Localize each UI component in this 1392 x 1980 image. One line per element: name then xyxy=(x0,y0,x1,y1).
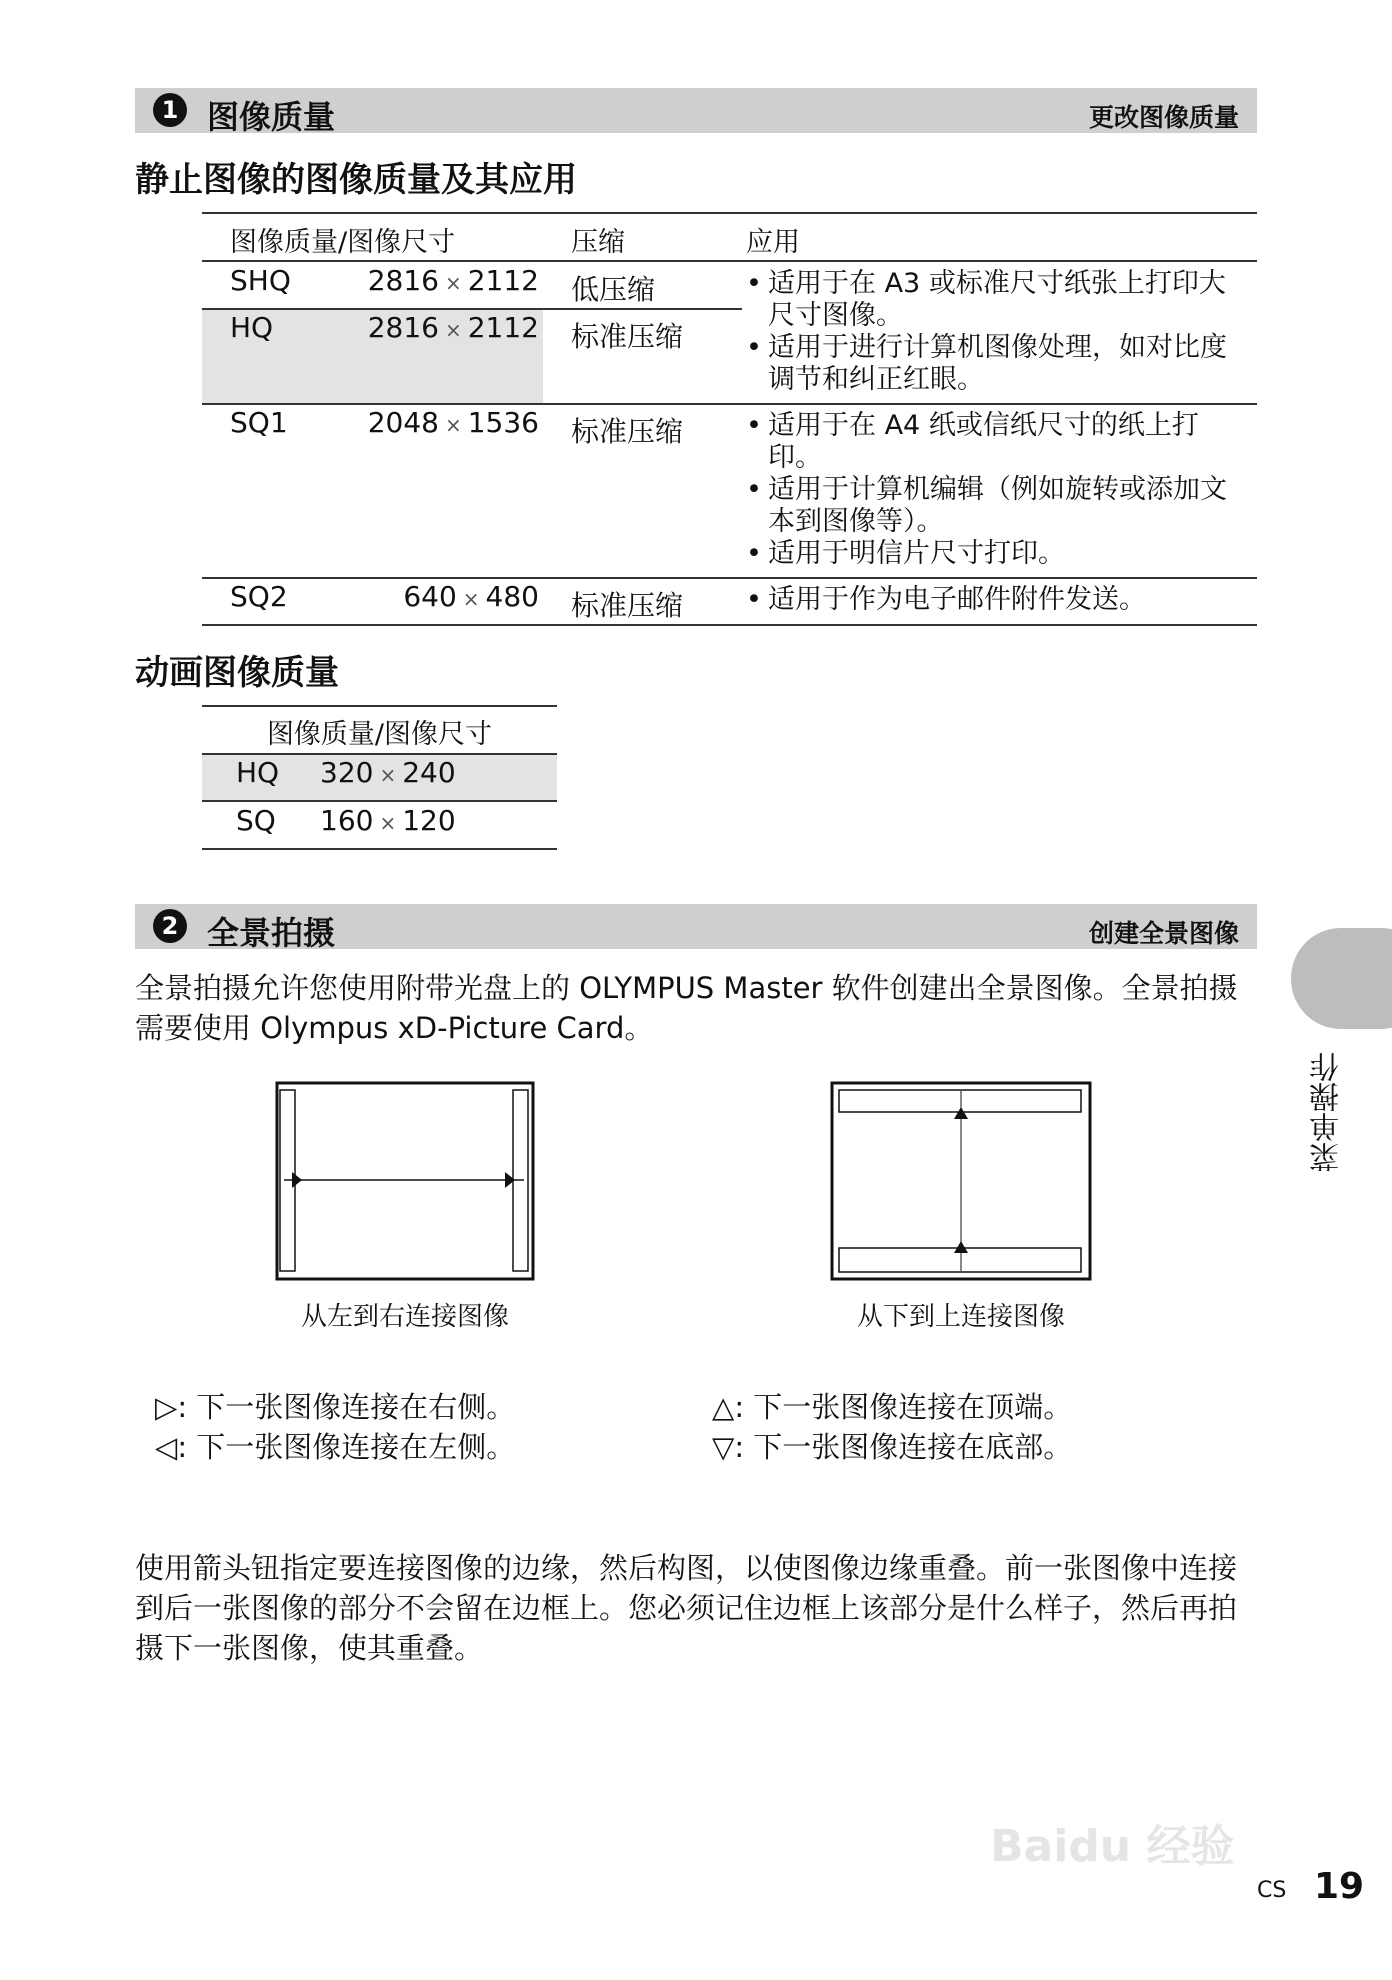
legend-up: △: 下一张图像连接在顶端。 xyxy=(712,1390,1073,1424)
legend-left: ◁: 下一张图像连接在左侧。 xyxy=(155,1430,516,1464)
application-item: • 适用于明信片尺寸打印。 xyxy=(746,538,1236,570)
intro-paragraph: 全景拍摄允许您使用附带光盘上的 OLYMPUS Master 软件创建出全景图像。全景拍摄需要使用 Olympus xD-Picture Card。 xyxy=(135,971,1238,1045)
divider xyxy=(202,403,1257,405)
divider xyxy=(202,848,557,850)
application-item: • 适用于在 A4 纸或信纸尺寸的纸上打印。 xyxy=(746,410,1236,474)
quality: SQ xyxy=(236,804,276,837)
left-arrow-icon: ◁ xyxy=(155,1430,178,1464)
movie-heading: 动画图像质量 xyxy=(135,653,339,693)
right-arrow-icon: ▷ xyxy=(155,1390,178,1424)
side-tab-label: 菜单操作 xyxy=(1310,1052,1345,1172)
col-header-quality: 图像质量/图像尺寸 xyxy=(266,719,493,750)
size: 640 × 480 xyxy=(403,580,539,613)
compression: 标准压缩 xyxy=(571,320,684,353)
section-number: 2 xyxy=(153,909,187,943)
left-diagram-caption: 从左到右连接图像 xyxy=(300,1302,509,1332)
up-arrow-icon: △ xyxy=(712,1390,735,1424)
side-tab-marker xyxy=(1291,928,1392,1029)
instructions-paragraph: 使用箭头钮指定要连接图像的边缘，然后构图，以使图像边缘重叠。前一张图像中连接到后一张图像的部分不会留在边框上。您必须记住边框上该部分是什么样子，然后再拍摄下一张图像，使其重叠。 xyxy=(135,1551,1238,1665)
size: 2816 × 2112 xyxy=(367,311,539,344)
section-number: 1 xyxy=(153,93,187,127)
application-list xyxy=(746,410,1236,570)
application-item: • 适用于进行计算机图像处理，如对比度调节和纠正红眼。 xyxy=(746,332,1236,396)
quality: HQ xyxy=(230,311,274,344)
col-header-application: 应用 xyxy=(746,227,800,258)
application-item: • 适用于作为电子邮件附件发送。 xyxy=(746,584,1236,616)
divider xyxy=(202,212,1257,214)
footer-lang: CS xyxy=(1257,1878,1287,1903)
application-item: • 适用于计算机编辑（例如旋转或添加文本到图像等）。 xyxy=(746,474,1236,538)
section-subtitle: 创建全景图像 xyxy=(1088,919,1239,948)
compression: 低压缩 xyxy=(571,273,656,306)
divider xyxy=(202,705,557,707)
size: 160 × 120 xyxy=(320,804,456,837)
size: 320 × 240 xyxy=(320,756,456,789)
section-header-panorama xyxy=(135,904,1257,952)
compression: 标准压缩 xyxy=(571,415,684,448)
divider xyxy=(202,624,1257,626)
compression: 标准压缩 xyxy=(571,589,684,622)
divider xyxy=(202,753,557,755)
divider xyxy=(202,800,557,802)
application-list xyxy=(746,584,1236,616)
application-item: • 适用于在 A3 或标准尺寸纸张上打印大尺寸图像。 xyxy=(746,268,1236,332)
quality: HQ xyxy=(236,756,280,789)
divider xyxy=(202,577,1257,579)
size: 2816 × 2112 xyxy=(367,264,539,297)
application-list xyxy=(746,268,1236,396)
section-title: 图像质量 xyxy=(207,98,336,136)
divider xyxy=(202,260,1257,262)
left-to-right-diagram xyxy=(275,1081,535,1281)
still-heading: 静止图像的图像质量及其应用 xyxy=(135,160,577,200)
bottom-to-top-diagram xyxy=(830,1081,1092,1281)
col-header-quality: 图像质量/图像尺寸 xyxy=(230,227,456,258)
right-diagram-caption: 从下到上连接图像 xyxy=(856,1302,1065,1332)
legend-right: ▷: 下一张图像连接在右侧。 xyxy=(155,1390,516,1424)
col-header-compression: 压缩 xyxy=(571,227,625,258)
quality: SQ1 xyxy=(230,406,288,439)
section-title: 全景拍摄 xyxy=(207,914,336,952)
quality: SQ2 xyxy=(230,580,288,613)
size: 2048 × 1536 xyxy=(367,406,539,439)
section-header-image-quality xyxy=(135,88,1257,136)
divider xyxy=(202,308,742,310)
quality: SHQ xyxy=(230,264,291,297)
legend-down: ▽: 下一张图像连接在底部。 xyxy=(712,1430,1073,1464)
section-subtitle: 更改图像质量 xyxy=(1088,103,1239,132)
page-number: 19 xyxy=(1314,1866,1365,1907)
down-arrow-icon: ▽ xyxy=(712,1430,735,1464)
watermark: Baidu 经验 xyxy=(990,1821,1235,1872)
